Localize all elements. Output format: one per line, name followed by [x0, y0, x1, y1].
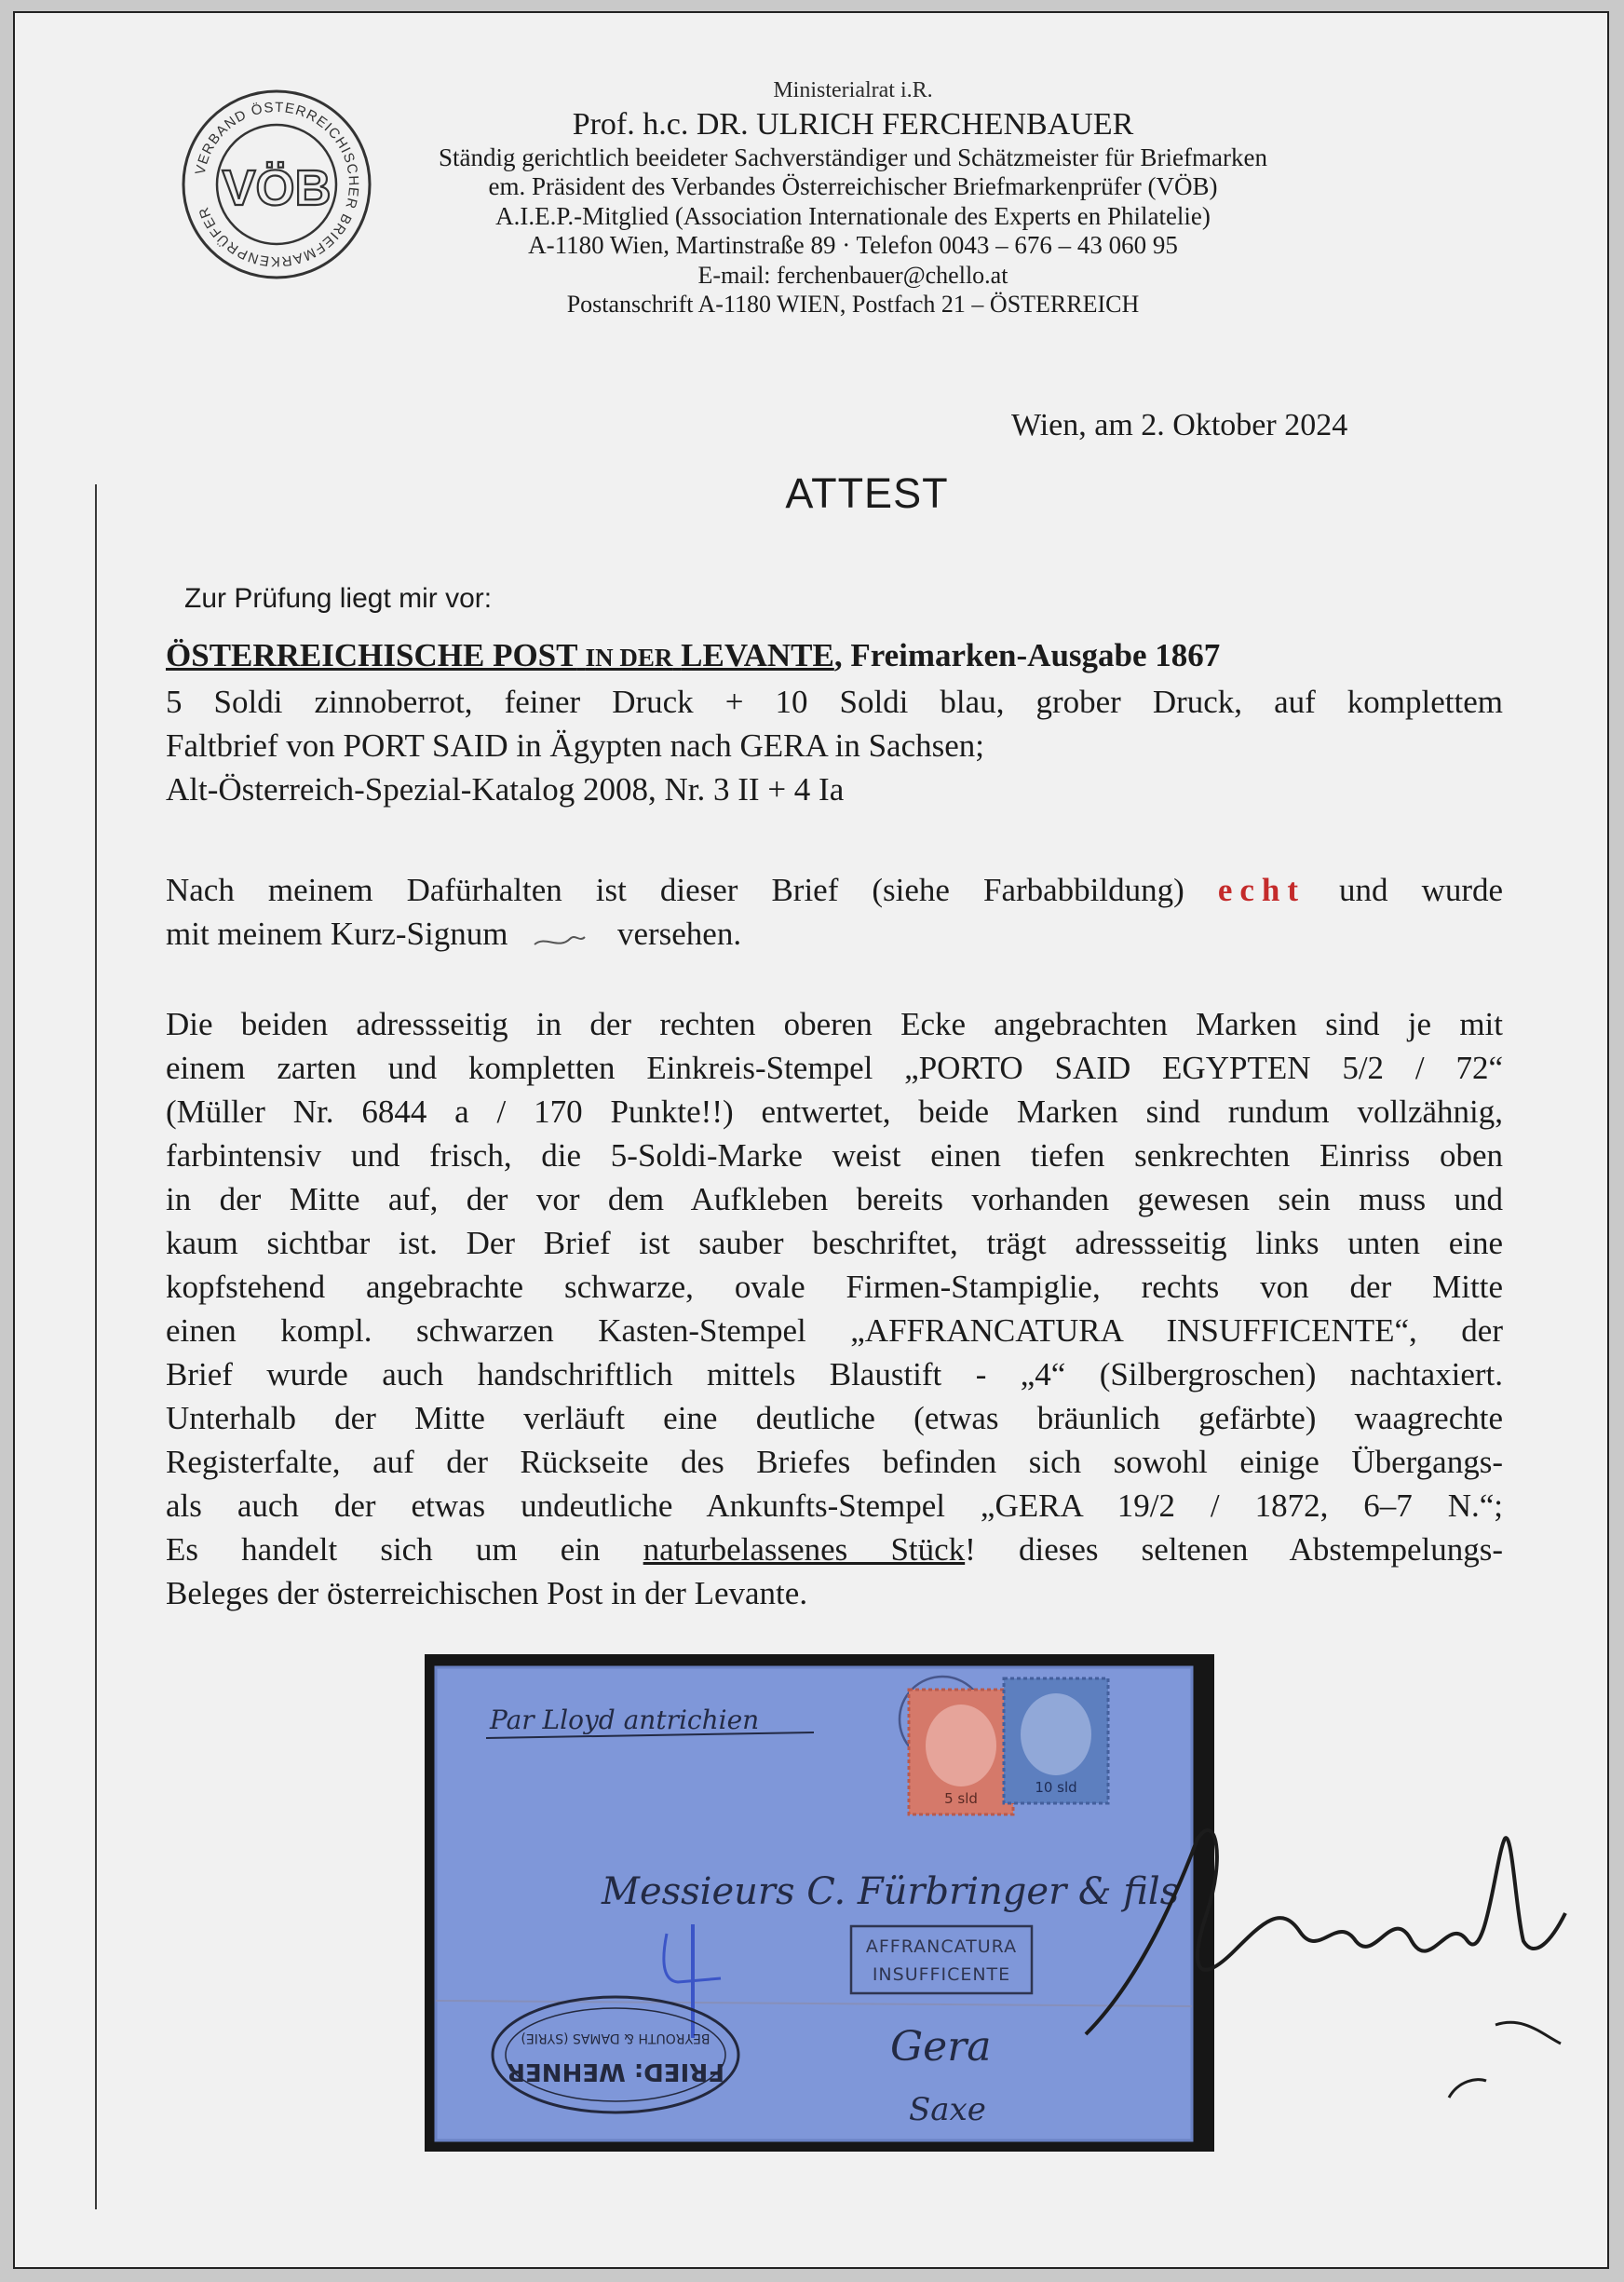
- verdict-echt: echt: [1217, 872, 1306, 908]
- item-heading-issue: , Freimarken-Ausgabe 1867: [833, 637, 1221, 673]
- letterhead: [387, 76, 1319, 319]
- cover-address-line3: Saxe: [909, 2091, 986, 2128]
- oval-line2: BEYROUTH & DAMAS (SYRIE): [521, 2031, 710, 2045]
- letterhead-postal: Postanschrift A-1180 WIEN, Postfach 21 – ÖSTERREICH: [566, 291, 1140, 318]
- verdict-text-b: und wurde: [1339, 872, 1504, 908]
- kurz-signum-mark: [516, 918, 609, 956]
- description-line: (Müller Nr. 6844 a / 170 Punkte!!) entwertet, beide Marken sind rundum vollzähnig,: [166, 1093, 1503, 1130]
- margin-line: [95, 484, 97, 2209]
- item-block: [166, 633, 1503, 811]
- verdict-block: [166, 868, 1503, 956]
- letterhead-address: A-1180 Wien, Martinstraße 89 · Telefon 0043 – 676 – 43 060 95: [528, 231, 1178, 259]
- certificate-page: [13, 11, 1609, 2269]
- letterhead-line3: A.I.E.P.-Mitglied (Association Internationale des Experts en Philatelie): [495, 201, 1211, 230]
- description-text-a: Es handelt sich um ein: [166, 1531, 601, 1568]
- description-line: Brief wurde auch handschriftlich mittels Blaustift - „4“ (Silbergroschen) nachtaxiert.: [166, 1356, 1503, 1392]
- cover-address-line2: Gera: [890, 2023, 992, 2071]
- item-heading: [166, 633, 1503, 680]
- letterhead-email: E-mail: ferchenbauer@chello.at: [697, 261, 1008, 289]
- verdict-text-d: versehen.: [616, 916, 742, 952]
- description-line: farbintensiv und frisch, die 5-Soldi-Marke weist einen tiefen senkrechten Einriss oben: [166, 1137, 1503, 1174]
- verdict-text-a: Nach meinem Dafürhalten ist dieser Brief (siehe Farbabbildung): [166, 872, 1184, 908]
- cover-routing: Par Lloyd antrichien: [490, 1705, 760, 1735]
- description-line: einem zarten und kompletten Einkreis-Stempel „PORTO SAID EGYPTEN 5/2 / 72“: [166, 1050, 1503, 1086]
- item-heading-levante: LEVANTE: [681, 637, 834, 673]
- affrancatura-line2: INSUFFICENTE: [872, 1964, 1011, 1985]
- description-line-last2: Beleges der österreichischen Post in der Levante.: [166, 1575, 808, 1611]
- description-line: einen kompl. schwarzen Kasten-Stempel „AFFRANCATURA INSUFFICENTE“, der: [166, 1312, 1503, 1349]
- voeb-seal-logo: [180, 88, 373, 281]
- description-line: kaum sichtbar ist. Der Brief ist sauber beschriftet, trägt adressseitig links unten eine: [166, 1225, 1503, 1261]
- cover-address-line1: Messieurs C. Fürbringer & fils: [602, 1870, 1180, 1913]
- seal-ring-text: VERBAND ÖSTERREICHISCHER BRIEFMARKENPRÜFER: [192, 99, 362, 270]
- oval-line1: FRIED: WEHNER: [507, 2058, 724, 2085]
- description-block: [166, 1002, 1503, 1615]
- description-line: Die beiden adressseitig in der rechten oberen Ecke angebrachten Marken sind je mit: [166, 1006, 1503, 1042]
- stamp-5-value: 5 sld: [944, 1790, 978, 1807]
- description-line: kopfstehend angebrachte schwarze, ovale Firmen-Stampiglie, rechts von der Mitte: [166, 1269, 1503, 1305]
- certificate-date: Wien, am 2. Oktober 2024: [1011, 408, 1348, 442]
- verdict-text-c: mit meinem Kurz-Signum: [166, 916, 508, 952]
- item-heading-in-der: IN DER: [585, 644, 673, 672]
- letterhead-rank: Ministerialrat i.R.: [773, 78, 933, 102]
- description-line: Registerfalte, auf der Rückseite des Briefes befinden sich sowohl einige Übergangs-: [166, 1444, 1503, 1480]
- description-line-last1: [166, 1528, 1503, 1571]
- item-line1: 5 Soldi zinnoberrot, feiner Druck + 10 Soldi blau, grober Druck, auf komplettem: [166, 684, 1503, 720]
- verdict-line2: [166, 912, 1503, 956]
- affrancatura-line1: AFFRANCATURA: [865, 1936, 1018, 1957]
- description-line: Unterhalb der Mitte verläuft eine deutliche (etwas bräunlich gefärbte) waagrechte: [166, 1400, 1503, 1436]
- item-heading-post: ÖSTERREICHISCHE POST: [166, 637, 577, 673]
- stamp-10-value: 10 sld: [1035, 1779, 1077, 1796]
- certificate-title: ATTEST: [785, 469, 949, 517]
- intro-text: Zur Prüfung liegt mir vor:: [184, 583, 493, 614]
- letterhead-line2: em. Präsident des Verbandes Österreichischer Briefmarkenprüfer (VÖB): [488, 172, 1218, 200]
- description-line: als auch der etwas undeutliche Ankunfts-Stempel „GERA 19/2 / 1872, 6–7 N.“;: [166, 1487, 1503, 1524]
- description-line: in der Mitte auf, der vor dem Aufkleben bereits vorhanden gewesen sein muss und: [166, 1181, 1503, 1217]
- item-line3: Alt-Österreich-Spezial-Katalog 2008, Nr. 3 II + 4 Ia: [166, 771, 845, 808]
- description-text-c: ! dieses seltenen Abstempelungs-: [965, 1531, 1503, 1568]
- letterhead-name: Prof. h.c. DR. ULRICH FERCHENBAUER: [572, 106, 1134, 142]
- item-line2: Faltbrief von PORT SAID in Ägypten nach GERA in Sachsen;: [166, 727, 984, 764]
- seal-monogram: VÖB: [222, 160, 332, 216]
- letterhead-line1: Ständig gerichtlich beeideter Sachverständiger und Schätzmeister für Briefmarken: [439, 143, 1267, 171]
- expert-signature: [1058, 1801, 1579, 2109]
- naturbelassen-text: naturbelassenes Stück: [643, 1531, 966, 1568]
- verdict-line1: [166, 868, 1503, 912]
